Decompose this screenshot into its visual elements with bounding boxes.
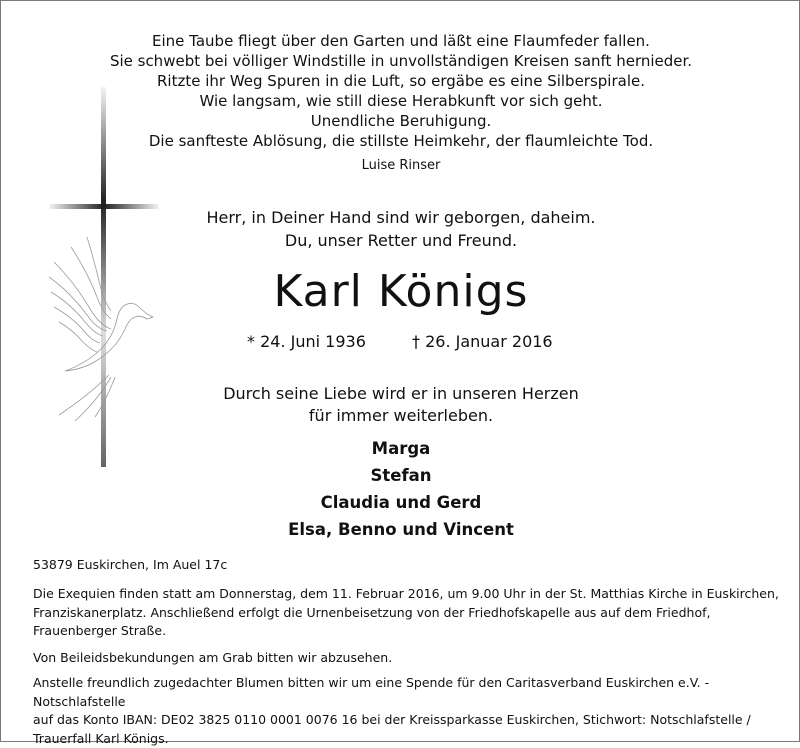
mourner-name: Stefan bbox=[1, 462, 800, 489]
poem-line: Die sanfteste Ablösung, die stillste Heimkehr, der flaumleichte Tod. bbox=[1, 131, 800, 151]
poem-line: Wie langsam, wie still diese Herabkunft vor sich geht. bbox=[1, 91, 800, 111]
poem-line: Eine Taube fliegt über den Garten und läßt eine Flaumfeder fallen. bbox=[1, 31, 800, 51]
tribute-line: für immer weiterleben. bbox=[1, 405, 800, 427]
condolence-notice bbox=[33, 649, 783, 668]
notice-line: Trauerfall Karl Königs. bbox=[33, 730, 783, 748]
death-date: † 26. Januar 2016 bbox=[412, 331, 553, 353]
notice-line: auf das Konto IBAN: DE02 3825 0110 0001 0076 16 bei der Kreissparkasse Euskirchen, Stichwort: Notschlafstelle / bbox=[33, 711, 783, 730]
notice-line: Die Exequien finden statt am Donnerstag, dem 11. Februar 2016, um 9.00 Uhr in der St. Matthias Kirche in Euskirchen, bbox=[33, 585, 783, 604]
notice-line: Anstelle freundlich zugedachter Blumen bitten wir um eine Spende für den Caritasverband Euskirchen e.V. - Notschlafstelle bbox=[33, 674, 783, 711]
deceased-name: Karl Königs bbox=[1, 267, 800, 317]
funeral-notice bbox=[33, 585, 783, 641]
mourner-name: Marga bbox=[1, 435, 800, 462]
poem-author: Luise Rinser bbox=[1, 157, 800, 175]
birth-date: * 24. Juni 1936 bbox=[247, 331, 366, 353]
mourner-name: Claudia und Gerd bbox=[1, 489, 800, 516]
donation-notice bbox=[33, 674, 783, 748]
tribute-line: Durch seine Liebe wird er in unseren Herzen bbox=[1, 383, 800, 405]
family-address: 53879 Euskirchen, Im Auel 17c bbox=[33, 556, 783, 575]
poem-line: Ritzte ihr Weg Spuren in die Luft, so ergäbe es eine Silberspirale. bbox=[1, 71, 800, 91]
notice-line: Franziskanerplatz. Anschließend erfolgt die Urnenbeisetzung von der Friedhofskapelle aus auf dem Friedhof, bbox=[33, 604, 783, 623]
psalm-line: Du, unser Retter und Freund. bbox=[1, 230, 800, 252]
psalm-line: Herr, in Deiner Hand sind wir geborgen, daheim. bbox=[1, 207, 800, 229]
notice-line: Von Beileidsbekundungen am Grab bitten wir abzusehen. bbox=[33, 649, 783, 668]
notice-line: Frauenberger Straße. bbox=[33, 622, 783, 641]
poem-line: Sie schwebt bei völliger Windstille in unvollständigen Kreisen sanft hernieder. bbox=[1, 51, 800, 71]
poem-line: Unendliche Beruhigung. bbox=[1, 111, 800, 131]
mourner-name: Elsa, Benno und Vincent bbox=[1, 516, 800, 543]
